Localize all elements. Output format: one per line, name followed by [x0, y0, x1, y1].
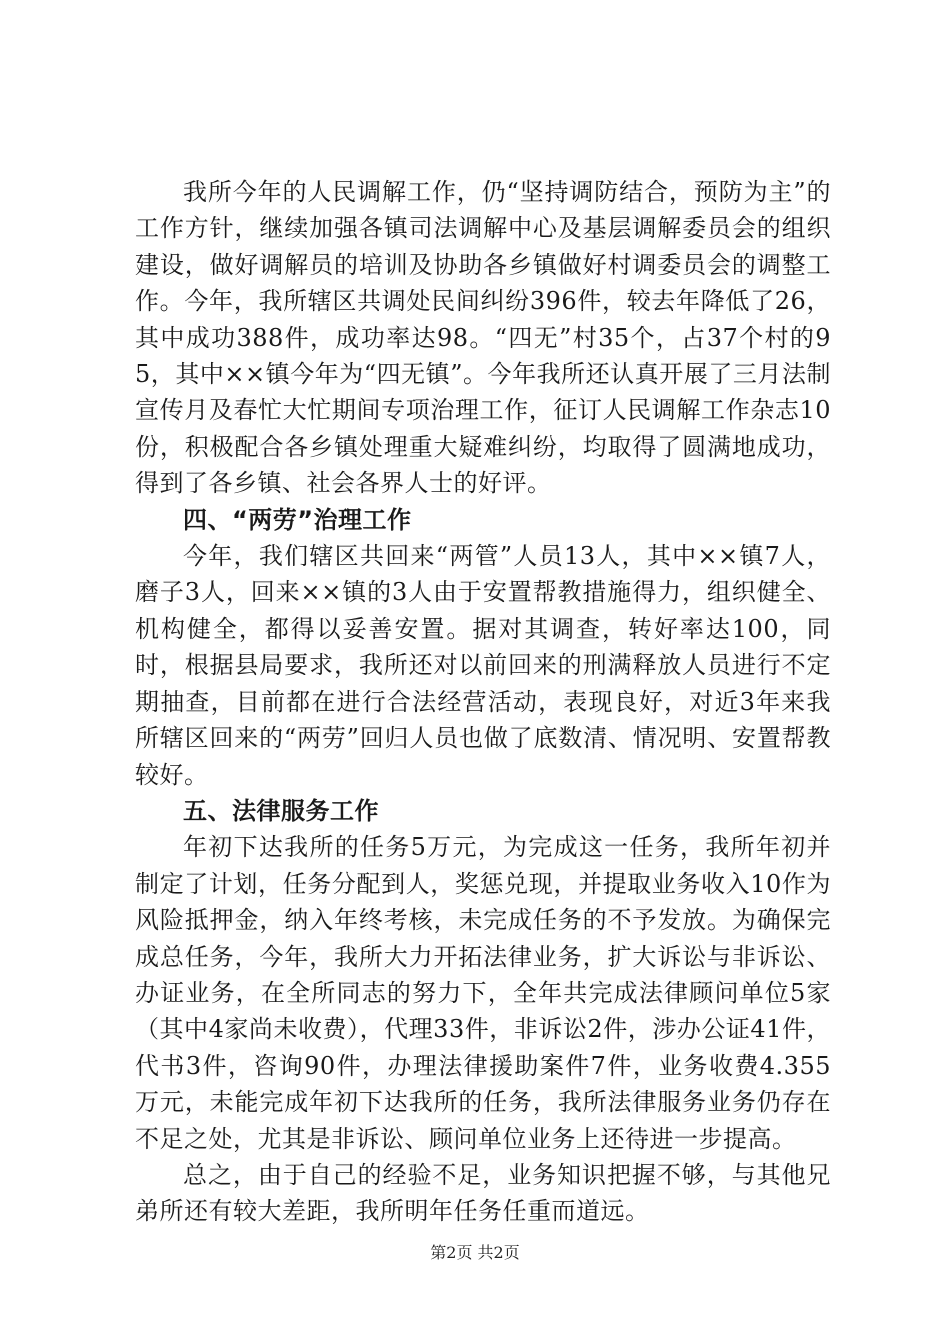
paragraph-summary: 总之，由于自己的经验不足，业务知识把握不够，与其他兄弟所还有较大差距，我所明年任务任重而道远。: [135, 1160, 831, 1226]
document-body: [135, 174, 831, 1230]
paragraph-two-labor: 今年，我们辖区共回来“两管”人员13人，其中××镇7人，磨子3人，回来××镇的3人由于安置帮教措施得力，组织健全、机构健全，都得以妥善安置。据对其调查，转好率达100，同时，根据县局要求，我所还对以前回来的刑满释放人员进行不定期抽查，目前都在进行合法经营活动，表现良好，对近3年来我所辖区回来的“两劳”回归人员也做了底数清、情况明、安置帮教较好。: [135, 542, 831, 789]
paragraph-legal-service: 年初下达我所的任务5万元，为完成这一任务，我所年初并制定了计划，任务分配到人，奖惩兑现，并提取业务收入10作为风险抵押金，纳入年终考核，未完成任务的不予发放。为确保完成总任务，今年，我所大力开拓法律业务，扩大诉讼与非诉讼、办证业务，在全所同志的努力下，全年共完成法律顾问单位5家（其中4家尚未收费），代理33件，非诉讼2件，涉办公证41件，代书3件，咨询90件，办理法律援助案件7件，业务收费4.355万元，未能完成年初下达我所的任务，我所法律服务业务仍存在不足之处，尤其是非诉讼、顾问单位业务上还待进一步提高。: [135, 833, 831, 1153]
page-footer: 第2页 共2页: [430, 1243, 520, 1262]
paragraph-mediation: 我所今年的人民调解工作，仍“坚持调防结合，预防为主”的工作方针，继续加强各镇司法调解中心及基层调解委员会的组织建设，做好调解员的培训及协助各乡镇做好村调委员会的调整工作。今年，我所辖区共调处民间纠纷396件，较去年降低了26，其中成功388件，成功率达98。“四无”村35个，占37个村的95，其中××镇今年为“四无镇”。今年我所还认真开展了三月法制宣传月及春忙大忙期间专项治理工作，征订人民调解工作杂志10份，积极配合各乡镇处理重大疑难纠纷，均取得了圆满地成功，得到了各乡镇、社会各界人士的好评。: [135, 178, 831, 498]
section-heading-two-labor: 四、“两劳”治理工作: [183, 505, 412, 534]
section-heading-legal-service: 五、法律服务工作: [183, 796, 379, 825]
